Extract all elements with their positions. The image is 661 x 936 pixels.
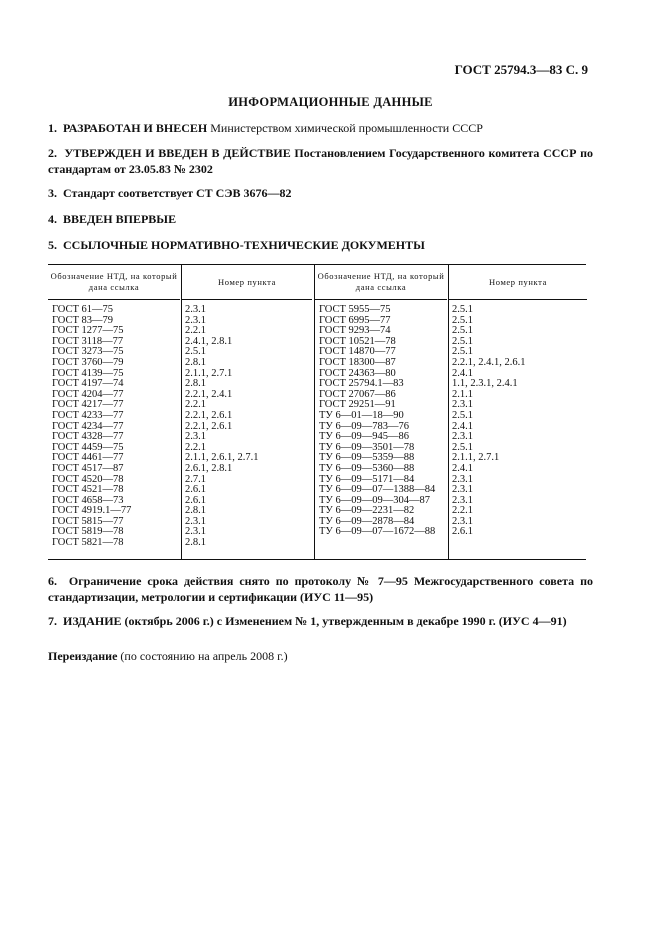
table-cell-clause: 2.4.1	[452, 420, 473, 432]
table-cell-designation: ГОСТ 4197—74	[52, 378, 124, 390]
table-cell-designation: ТУ 6—09—07—1388—84	[319, 484, 436, 496]
column-header: Номер пункта	[449, 265, 587, 300]
table-cell-designation: ТУ 6—09—07—1672—88	[319, 526, 436, 538]
column-rows	[182, 300, 312, 549]
column-designation-right	[314, 265, 447, 559]
item-number: 7.	[48, 614, 57, 628]
table-cell-clause: 2.3.1	[185, 314, 206, 326]
page-title: ИНФОРМАЦИОННЫЕ ДАННЫЕ	[228, 95, 433, 109]
table-cell-clause: 2.7.1	[185, 473, 206, 485]
table-cell-designation: ГОСТ 4517—87	[52, 462, 124, 474]
table-cell-designation: ГОСТ 4521—78	[52, 484, 124, 496]
table-cell-clause: 2.1.1, 2.7.1	[452, 452, 500, 464]
table-cell-designation: ГОСТ 4919.1—77	[52, 505, 132, 517]
table-cell-clause: 2.5.1	[452, 335, 473, 347]
item-number: 4.	[48, 212, 57, 226]
item-number: 6.	[48, 574, 57, 588]
table-cell-designation: ГОСТ 61—75	[52, 304, 114, 315]
column-header: Номер пункта	[182, 265, 312, 300]
table-cell-designation: ТУ 6—09—5171—84	[319, 473, 415, 485]
item-7	[48, 614, 593, 630]
item-6	[48, 574, 593, 605]
table-cell-clause: 2.8.1	[185, 356, 206, 368]
table-cell-clause: 2.3.1	[185, 526, 206, 538]
table-cell-designation: ТУ 6—09—2231—82	[319, 505, 415, 517]
column-clause-left	[181, 265, 312, 559]
table-cell-designation: ТУ 6—09—5359—88	[319, 452, 415, 464]
table-cell-clause: 2.2.1, 2.4.1, 2.6.1	[452, 356, 526, 368]
table-cell-designation: ГОСТ 18300—87	[319, 356, 396, 368]
item-number: 3.	[48, 186, 57, 200]
table-cell-clause: 2.3.1	[452, 399, 473, 411]
table-cell-clause: 2.5.1	[452, 304, 473, 315]
table-cell-designation: ГОСТ 4233—77	[52, 409, 124, 421]
table-cell-designation: ТУ 6—09—783—76	[319, 420, 409, 432]
item-bold: Стандарт соответствует СТ СЭВ 3676—82	[63, 186, 292, 200]
reissue-note	[48, 649, 288, 664]
table-cell-designation: ГОСТ 10521—78	[319, 335, 396, 347]
table-cell-designation: ГОСТ 4139—75	[52, 367, 124, 379]
reissue-label: Переиздание	[48, 649, 118, 663]
table-cell-designation: ТУ 6—09—2878—84	[319, 515, 415, 527]
column-rows	[48, 300, 180, 549]
page-header-ref: ГОСТ 25794.3—83 С. 9	[454, 62, 588, 77]
item-bold: УТВЕРЖДЕН И ВВЕДЕН В ДЕЙСТВИЕ	[64, 146, 291, 160]
table-cell-clause: 2.1.1, 2.6.1, 2.7.1	[185, 452, 259, 464]
item-bold: Ограничение срока действия снято по протоколу № 7—95 Межгосударственного совета по стандартизации, метрологии и сертификации (ИУС 11—95)	[48, 574, 593, 604]
item-1	[48, 121, 593, 137]
table-cell-designation: ГОСТ 27067—86	[319, 388, 396, 400]
item-text: Постановлением Государственного комитета СССР по стандартам от 23.05.83 № 2302	[48, 146, 594, 176]
table-cell-designation: ГОСТ 4234—77	[52, 420, 124, 432]
table-cell-designation: ГОСТ 4459—75	[52, 441, 124, 453]
table-cell-designation: ГОСТ 5955—75	[319, 304, 391, 315]
table-cell-clause: 2.5.1	[452, 325, 473, 337]
item-3	[48, 186, 593, 202]
item-bold: ВВЕДЕН ВПЕРВЫЕ	[63, 212, 177, 226]
table-cell-clause: 2.3.1	[452, 473, 473, 485]
table-cell-designation: ГОСТ 4204—77	[52, 388, 124, 400]
table-cell-clause: 2.6.1, 2.8.1	[185, 462, 233, 474]
table-cell-designation: ГОСТ 5819—78	[52, 526, 124, 538]
table-cell-clause: 2.1.1	[452, 388, 473, 400]
table-cell-designation: ГОСТ 6995—77	[319, 314, 391, 326]
table-cell-clause: 2.4.1	[452, 462, 473, 474]
table-cell-clause: 2.2.1	[185, 325, 206, 337]
table-cell-clause: 2.3.1	[185, 304, 206, 315]
item-bold: ИЗДАНИЕ (октябрь 2006 г.) с Изменением № 1, утвержденным в декабре 1990 г. (ИУС 4—91)	[63, 614, 567, 628]
item-text: Министерством химической промышленности СССР	[207, 121, 483, 135]
table-cell-designation: ГОСТ 3760—79	[52, 356, 124, 368]
item-bold: РАЗРАБОТАН И ВНЕСЕН	[63, 121, 208, 135]
table-cell-clause: 2.5.1	[452, 409, 473, 421]
column-header: Обозначение НТД, на который дана ссылка	[48, 265, 180, 300]
table-cell-designation: ГОСТ 83—79	[52, 314, 114, 326]
table-cell-clause: 2.8.1	[185, 505, 206, 517]
table-cell-designation: ГОСТ 14870—77	[319, 346, 396, 358]
table-cell-clause: 2.3.1	[452, 431, 473, 443]
table-cell-clause: 2.3.1	[185, 515, 206, 527]
table-cell-clause: 2.2.1	[185, 441, 206, 453]
item-4	[48, 212, 593, 228]
table-cell-designation: ГОСТ 4658—73	[52, 494, 124, 506]
item-bold: ССЫЛОЧНЫЕ НОРМАТИВНО-ТЕХНИЧЕСКИЕ ДОКУМЕНТЫ	[63, 238, 425, 252]
table-cell-clause: 2.3.1	[185, 431, 206, 443]
references-table	[48, 264, 586, 560]
table-cell-clause: 2.2.1, 2.4.1	[185, 388, 233, 400]
table-cell-clause: 2.2.1, 2.6.1	[185, 420, 233, 432]
table-cell-clause: 2.5.1	[452, 346, 473, 358]
table-cell-designation: ГОСТ 4328—77	[52, 431, 124, 443]
table-cell-designation: ГОСТ 9293—74	[319, 325, 391, 337]
item-number: 1.	[48, 121, 57, 135]
column-rows	[449, 300, 587, 538]
table-cell-clause: 2.3.1	[452, 515, 473, 527]
table-cell-designation: ГОСТ 25794.1—83	[319, 378, 404, 390]
column-rows	[315, 300, 447, 538]
table-cell-designation: ГОСТ 3273—75	[52, 346, 124, 358]
item-number: 2.	[48, 146, 57, 160]
table-cell-designation: ГОСТ 5815—77	[52, 515, 124, 527]
column-clause-right	[448, 265, 587, 559]
table-cell-clause: 2.6.1	[452, 526, 473, 538]
table-cell-designation: ГОСТ 1277—75	[52, 325, 124, 337]
table-cell-clause: 2.8.1	[185, 537, 206, 549]
table-cell-clause: 2.2.1	[185, 399, 206, 411]
item-5	[48, 238, 593, 254]
table-cell-clause: 2.4.1, 2.8.1	[185, 335, 233, 347]
table-cell-designation: ГОСТ 29251—91	[319, 399, 396, 411]
table-cell-clause: 2.4.1	[452, 367, 473, 379]
table-cell-designation: ГОСТ 4520—78	[52, 473, 124, 485]
table-cell-designation: ГОСТ 4217—77	[52, 399, 124, 411]
table-cell-clause: 1.1, 2.3.1, 2.4.1	[452, 378, 518, 390]
item-2	[48, 146, 593, 177]
table-cell-clause: 2.2.1	[452, 505, 473, 517]
table-cell-designation: ТУ 6—09—3501—78	[319, 441, 415, 453]
table-cell-designation: ГОСТ 5821—78	[52, 537, 124, 549]
column-header: Обозначение НТД, на который дана ссылка	[315, 265, 447, 300]
table-cell-clause: 2.5.1	[452, 441, 473, 453]
table-cell-clause: 2.1.1, 2.7.1	[185, 367, 233, 379]
table-cell-clause: 2.8.1	[185, 378, 206, 390]
table-cell-clause: 2.2.1, 2.6.1	[185, 409, 233, 421]
table-cell-clause: 2.5.1	[452, 314, 473, 326]
table-cell-designation: ГОСТ 4461—77	[52, 452, 124, 464]
table-cell-designation: ГОСТ 3118—77	[52, 335, 124, 347]
table-cell-clause: 2.6.1	[185, 494, 206, 506]
table-cell-designation: ТУ 6—09—945—86	[319, 431, 409, 443]
table-cell-clause: 2.3.1	[452, 494, 473, 506]
table-cell-designation: ТУ 6—01—18—90	[319, 409, 404, 421]
table-cell-designation: ТУ 6—09—09—304—87	[319, 494, 430, 506]
reissue-text: (по состоянию на апрель 2008 г.)	[117, 649, 288, 663]
table-cell-designation: ТУ 6—09—5360—88	[319, 462, 415, 474]
table-cell-clause: 2.5.1	[185, 346, 206, 358]
table-cell-clause: 2.3.1	[452, 484, 473, 496]
item-number: 5.	[48, 238, 57, 252]
table-cell-designation: ГОСТ 24363—80	[319, 367, 396, 379]
column-designation-left	[48, 265, 180, 559]
table-cell-clause: 2.6.1	[185, 484, 206, 496]
